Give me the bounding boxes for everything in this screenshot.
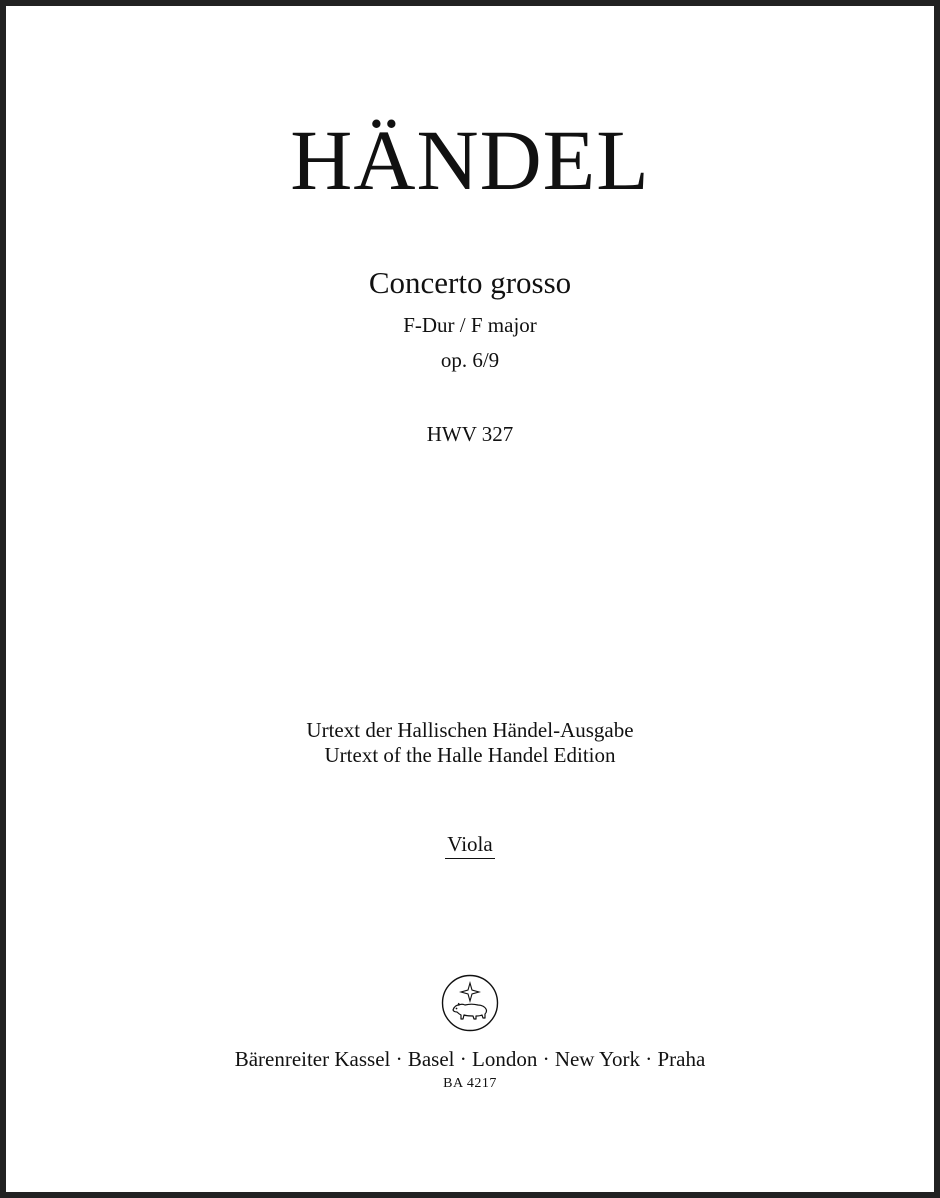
work-title: Concerto grosso <box>368 265 572 300</box>
edition-english: Urtext of the Halle Handel Edition <box>324 743 616 767</box>
work-opus: op. 6/9 <box>440 348 500 372</box>
cover-page <box>6 6 934 1192</box>
work-key: F-Dur / F major <box>403 313 537 337</box>
publisher-line: Bärenreiter Kassel · Basel · London · New York · Praha <box>234 1047 706 1071</box>
part-name: Viola <box>445 831 494 859</box>
catalog-number: BA 4217 <box>443 1076 497 1091</box>
baerenreiter-bear-logo-icon <box>441 974 499 1032</box>
edition-german: Urtext der Hallischen Händel-Ausgabe <box>306 718 634 742</box>
composer-name: HÄNDEL <box>290 112 650 208</box>
part-label-wrap <box>6 831 934 859</box>
work-catalogue-number: HWV 327 <box>426 422 514 446</box>
